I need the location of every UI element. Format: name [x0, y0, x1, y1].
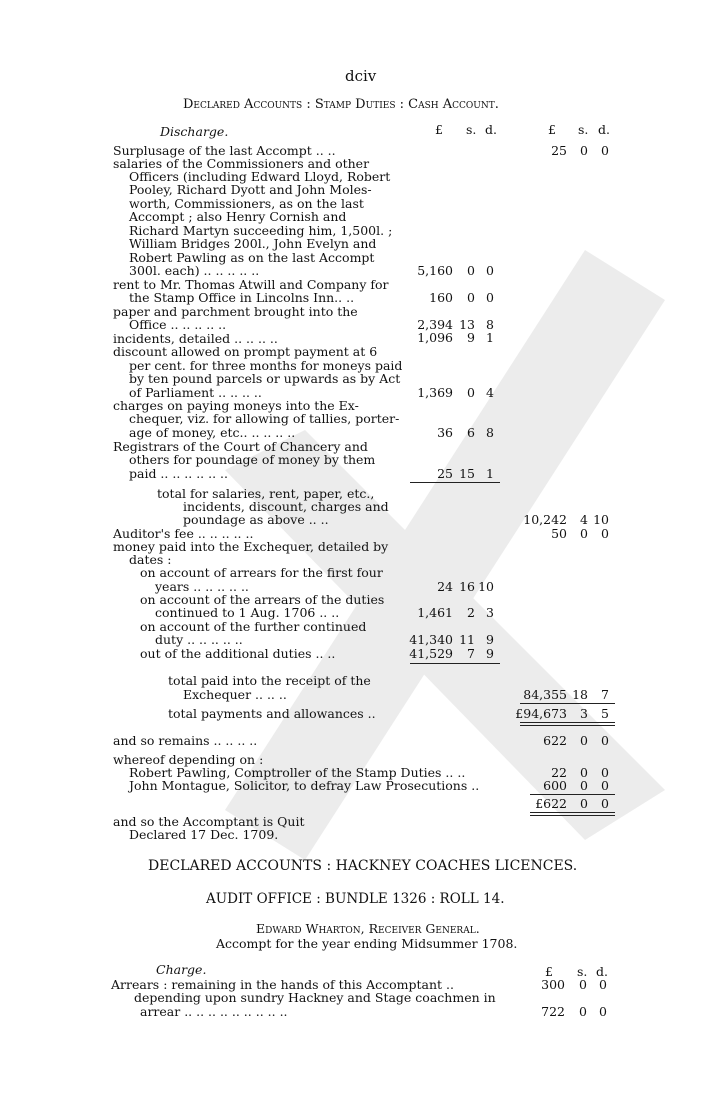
- line-16: per cent. for three months for moneys paid: [129, 358, 403, 373]
- amount-total-salaries-shillings: 4: [580, 512, 588, 527]
- line-20: chequer, viz. for allowing of tallies, porter-: [129, 411, 400, 426]
- line-1: salaries of the Commissioners and other: [113, 156, 370, 171]
- amount-pawling-pence: 0: [601, 765, 609, 780]
- line-21: age of money, etc.. .. .. .. ..: [129, 425, 296, 440]
- running-header: Declared Accounts : Stamp Duties : Cash Account.: [183, 97, 499, 112]
- line-10: rent to Mr. Thomas Atwill and Company for: [113, 277, 389, 292]
- amount-paper-pounds: 2,394: [417, 317, 453, 332]
- amount-paper-shillings: 13: [459, 317, 475, 332]
- section2-title: DECLARED ACCOUNTS : HACKNEY COACHES LICENCES.: [148, 858, 578, 874]
- line-0: Surplusage of the last Accompt .. ..: [113, 143, 336, 158]
- charge-depending-shillings: 0: [579, 1004, 587, 1019]
- charge-remaining-pounds: 300: [541, 977, 565, 992]
- section2-sub: AUDIT OFFICE : BUNDLE 1326 : ROLL 14.: [206, 891, 505, 907]
- amount-rent-shillings: 0: [467, 290, 475, 305]
- line-39: Exchequer .. .. ..: [183, 687, 287, 702]
- line-2: Officers (including Edward Lloyd, Robert: [129, 169, 391, 184]
- line-37: out of the additional duties .. ..: [140, 646, 336, 661]
- amount-additional-pounds: 41,529: [409, 646, 453, 661]
- amount-auditor-shillings: 0: [580, 526, 588, 541]
- amount-total-payments-pounds: £94,673: [515, 706, 567, 721]
- rule-total-1: [520, 703, 615, 704]
- amount-surplusage-shillings: 0: [580, 143, 588, 158]
- amount-incidents-pounds: 1,096: [417, 330, 453, 345]
- amount-auditor-pence: 0: [601, 526, 609, 541]
- line-42: whereof depending on :: [113, 752, 264, 767]
- amount-salaries-pounds: 5,160: [417, 263, 453, 278]
- line-18: of Parliament .. .. .. ..: [129, 385, 262, 400]
- line-24: paid .. .. .. .. .. ..: [129, 466, 228, 481]
- col-head-s-2: s.: [578, 122, 589, 137]
- amount-surplusage-pounds: 25: [551, 143, 567, 158]
- amount-arrears-1706-shillings: 2: [467, 605, 475, 620]
- amount-arrears-four-pence: 10: [478, 579, 494, 594]
- amount-total-exchequer-pounds: 84,355: [523, 687, 567, 702]
- amount-montague-pence: 0: [601, 778, 609, 793]
- rule-double-1b: [520, 725, 615, 726]
- rule-double-2a: [530, 812, 615, 813]
- amount-further-duty-pence: 9: [486, 632, 494, 647]
- line-31: on account of arrears for the first four: [140, 565, 383, 580]
- line-34: continued to 1 Aug. 1706 .. ..: [155, 605, 340, 620]
- line-22: Registrars of the Court of Chancery and: [113, 439, 368, 454]
- amount-arrears-four-shillings: 16: [459, 579, 475, 594]
- amount-salaries-shillings: 0: [467, 263, 475, 278]
- line-28: Auditor's fee .. .. .. .. ..: [113, 526, 254, 541]
- col-head-d-2: d.: [598, 122, 610, 137]
- amount-remains-pence: 0: [601, 733, 609, 748]
- amount-registrars-shillings: 15: [459, 466, 475, 481]
- amount-arrears-1706-pounds: 1,461: [417, 605, 453, 620]
- section2-accompt: Accompt for the year ending Midsummer 1708.: [216, 936, 518, 951]
- amount-arrears-four-pounds: 24: [437, 579, 453, 594]
- amount-total-depending-pounds: £622: [535, 796, 567, 811]
- rule-subtotal-1: [410, 482, 500, 483]
- rule-subtotal-2: [410, 663, 500, 664]
- amount-rent-pounds: 160: [429, 290, 453, 305]
- line-25: total for salaries, rent, paper, etc.,: [157, 486, 375, 501]
- line-7: William Bridges 200l., John Evelyn and: [129, 236, 377, 251]
- amount-charges-pounds: 36: [437, 425, 453, 440]
- amount-paper-pence: 8: [486, 317, 494, 332]
- section2-receiver: Edward Wharton, Receiver General.: [256, 921, 480, 936]
- rule-total-2: [530, 794, 615, 795]
- amount-registrars-pounds: 25: [437, 466, 453, 481]
- line-43: Robert Pawling, Comptroller of the Stamp Duties .. ..: [129, 765, 466, 780]
- line-12: paper and parchment brought into the: [113, 304, 358, 319]
- charge-remaining-shillings: 0: [579, 977, 587, 992]
- amount-further-duty-pounds: 41,340: [409, 632, 453, 647]
- amount-discount-pounds: 1,369: [417, 385, 453, 400]
- amount-montague-shillings: 0: [580, 778, 588, 793]
- line-14: incidents, detailed .. .. .. ..: [113, 331, 278, 346]
- col-head-pound-1: £: [435, 122, 443, 137]
- line-40: total payments and allowances ..: [168, 706, 376, 721]
- amount-rent-pence: 0: [486, 290, 494, 305]
- amount-discount-shillings: 0: [467, 385, 475, 400]
- line-45: and so the Accomptant is Quit: [113, 814, 305, 829]
- section2-col-d: d.: [596, 964, 608, 979]
- col-head-s-1: s.: [466, 122, 477, 137]
- amount-auditor-pounds: 50: [551, 526, 567, 541]
- amount-total-depending-pence: 0: [601, 796, 609, 811]
- line-15: discount allowed on prompt payment at 6: [113, 344, 378, 359]
- amount-further-duty-shillings: 11: [459, 632, 475, 647]
- line-44: John Montague, Solicitor, to defray Law Prosecutions ..: [129, 778, 480, 793]
- line-11: the Stamp Office in Lincolns Inn.. ..: [129, 290, 355, 305]
- line-26: incidents, discount, charges and: [183, 499, 389, 514]
- line-8: Robert Pawling as on the last Accompt: [129, 250, 375, 265]
- charge-remaining-pence: 0: [599, 977, 607, 992]
- col-head-d-1: d.: [485, 122, 497, 137]
- line-27: poundage as above .. ..: [183, 512, 329, 527]
- line-13: Office .. .. .. .. ..: [129, 317, 227, 332]
- line-17: by ten pound parcels or upwards as by Act: [129, 371, 401, 386]
- amount-registrars-pence: 1: [486, 466, 494, 481]
- line-23: others for poundage of money by them: [129, 452, 376, 467]
- amount-total-salaries-pence: 10: [593, 512, 609, 527]
- line-19: charges on paying moneys into the Ex-: [113, 398, 359, 413]
- amount-incidents-pence: 1: [486, 330, 494, 345]
- amount-total-payments-pence: 5: [601, 706, 609, 721]
- discharge-label: Discharge.: [160, 124, 229, 139]
- amount-surplusage-pence: 0: [601, 143, 609, 158]
- amount-total-salaries-pounds: 10,242: [523, 512, 567, 527]
- line-3: Pooley, Richard Dyott and John Moles-: [129, 182, 372, 197]
- line-32: years .. .. .. .. ..: [155, 579, 249, 594]
- amount-montague-pounds: 600: [543, 778, 567, 793]
- col-head-pound-2: £: [548, 122, 556, 137]
- rule-double-2b: [530, 815, 615, 816]
- rule-double-1a: [520, 722, 615, 723]
- amount-remains-shillings: 0: [580, 733, 588, 748]
- line-4: worth, Commissioners, as on the last: [129, 196, 364, 211]
- line-35: on account of the further continued: [140, 619, 367, 634]
- amount-additional-shillings: 7: [467, 646, 475, 661]
- charge-depending-pounds: 722: [541, 1004, 565, 1019]
- charge-line-2: arrear .. .. .. .. .. .. .. .. ..: [140, 1004, 288, 1019]
- charge-label: Charge.: [156, 962, 207, 977]
- amount-additional-pence: 9: [486, 646, 494, 661]
- amount-incidents-shillings: 9: [467, 330, 475, 345]
- line-36: duty .. .. .. .. ..: [155, 632, 243, 647]
- amount-arrears-1706-pence: 3: [486, 605, 494, 620]
- line-38: total paid into the receipt of the: [168, 673, 371, 688]
- charge-depending-pence: 0: [599, 1004, 607, 1019]
- amount-pawling-shillings: 0: [580, 765, 588, 780]
- section2-col-s: s.: [577, 964, 588, 979]
- amount-total-payments-shillings: 3: [580, 706, 588, 721]
- amount-total-exchequer-shillings: 18: [572, 687, 588, 702]
- amount-charges-pence: 8: [486, 425, 494, 440]
- amount-total-depending-shillings: 0: [580, 796, 588, 811]
- section2-col-pound: £: [545, 964, 553, 979]
- line-46: Declared 17 Dec. 1709.: [129, 827, 279, 842]
- line-29: money paid into the Exchequer, detailed by: [113, 539, 389, 554]
- line-6: Richard Martyn succeeding him, 1,500l. ;: [129, 223, 393, 238]
- charge-line-0: Arrears : remaining in the hands of this Accomptant ..: [111, 977, 454, 992]
- page-number: dciv: [345, 67, 377, 85]
- amount-remains-pounds: 622: [543, 733, 567, 748]
- amount-total-exchequer-pence: 7: [601, 687, 609, 702]
- amount-charges-shillings: 6: [467, 425, 475, 440]
- line-41: and so remains .. .. .. ..: [113, 733, 258, 748]
- charge-line-1: depending upon sundry Hackney and Stage coachmen in: [134, 990, 496, 1005]
- line-30: dates :: [129, 552, 172, 567]
- amount-pawling-pounds: 22: [551, 765, 567, 780]
- amount-discount-pence: 4: [486, 385, 494, 400]
- line-33: on account of the arrears of the duties: [140, 592, 385, 607]
- line-5: Accompt ; also Henry Cornish and: [129, 209, 347, 224]
- amount-salaries-pence: 0: [486, 263, 494, 278]
- line-9: 300l. each) .. .. .. .. ..: [129, 263, 260, 278]
